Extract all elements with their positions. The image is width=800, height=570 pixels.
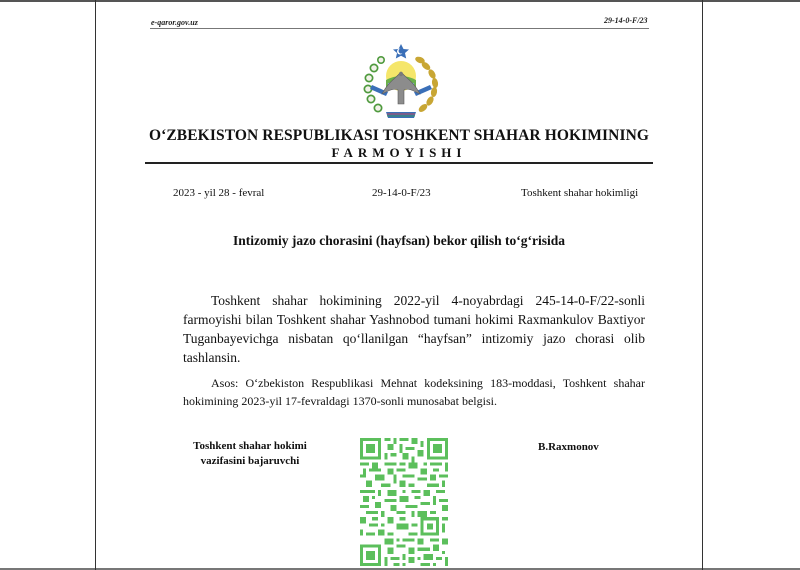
page-left-edge bbox=[95, 0, 96, 570]
header-doc-number: 29-14-0-F/23 bbox=[604, 16, 648, 25]
qr-code-icon[interactable] bbox=[360, 438, 448, 566]
title-rule bbox=[145, 162, 653, 164]
signatory-position bbox=[185, 439, 315, 469]
document-subject: Intizomiy jazo chorasini (hayfsan) bekor qilish to‘g‘risida bbox=[232, 233, 565, 248]
signatory-position-line2: vazifasini bajaruvchi bbox=[200, 455, 300, 467]
page-right-edge bbox=[702, 0, 703, 570]
issuing-organization: Toshkent shahar hokimligi bbox=[521, 187, 639, 199]
signatory-position-line1: Toshkent shahar hokimi bbox=[193, 440, 307, 452]
basis-paragraph: Asos: O‘zbekiston Respublikasi Mehnat kodeksining 183-moddasi, Toshkent shahar hokimining 2023-yil 17-fevraldagi 1370-sonli munosabat belgisi. bbox=[183, 376, 645, 408]
document-title: O‘ZBEKISTON RESPUBLIKASI TOSHKENT SHAHAR HOKIMINING bbox=[148, 127, 650, 144]
document-date: 2023 - yil 28 - fevral bbox=[173, 187, 265, 199]
header-rule bbox=[150, 28, 649, 29]
header-site: e-qaror.gov.uz bbox=[151, 18, 198, 27]
document-number: 29-14-0-F/23 bbox=[372, 187, 431, 199]
top-border bbox=[0, 0, 800, 2]
state-emblem-icon bbox=[358, 38, 444, 124]
body-paragraph: Toshkent shahar hokimining 2022-yil 4-noyabrdagi 245-14-0-F/22-sonli farmoyishi bilan Toshkent shahar Yashnobod tumani hokimi Raxmankulov Baxtiyor Tuganbayevichga nisbatan qo‘llanilgan “hayfsan” intizomiy jazo chorasi olib tashlansin. bbox=[183, 293, 645, 365]
document-type: FARMOYISHI bbox=[331, 145, 467, 160]
signatory-name: B.Raxmonov bbox=[538, 441, 599, 453]
